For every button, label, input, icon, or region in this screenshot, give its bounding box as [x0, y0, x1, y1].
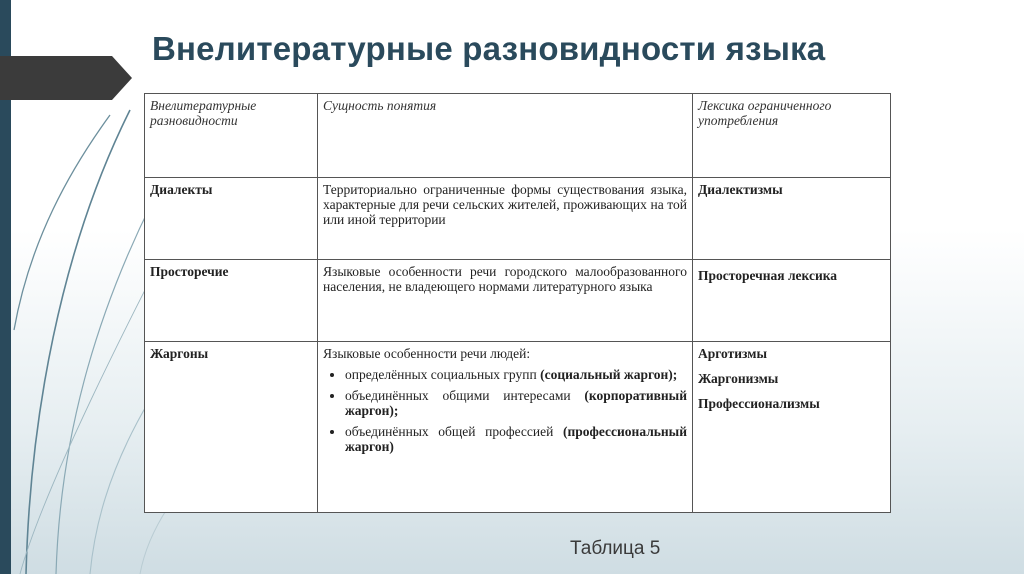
page-title: Внелитературные разновидности языка [152, 30, 826, 67]
list-item [345, 388, 687, 418]
bullet-term: (социальный жаргон); [540, 367, 678, 382]
jargon-list [323, 367, 687, 454]
header-lexicon: Лексика ограниченного употребления [693, 94, 891, 178]
lexicon-item: Жаргонизмы [698, 371, 779, 386]
table-row [145, 178, 891, 260]
row-lexicon [693, 178, 891, 260]
bullet-text: объединённых общими интересами [345, 388, 585, 403]
lexicon-item: Просторечная лексика [698, 268, 838, 283]
table-row [145, 342, 891, 513]
row-essence: Территориально ограниченные формы существования языка, характерные для речи сельских жителей, проживающих на той или иной территории [318, 178, 693, 260]
header-varieties: Внелитературные разновидности [145, 94, 318, 178]
row-essence: Языковые особенности речи городского малообразованного населения, не владеющего нормами литературного языка [318, 260, 693, 342]
row-variety: Диалекты [145, 178, 318, 260]
list-item [345, 367, 687, 382]
table-header-row [145, 94, 891, 178]
lexicon-item: Профессионализмы [698, 396, 820, 411]
bullet-term: (корпоративный жаргон); [345, 388, 687, 418]
bullet-text: объединённых общей профессией [345, 424, 563, 439]
bullet-text: определённых социальных групп [345, 367, 541, 382]
row-lexicon [693, 342, 891, 513]
row-variety: Просторечие [145, 260, 318, 342]
header-essence: Сущность понятия [318, 94, 693, 178]
essence-intro: Языковые особенности речи людей: [323, 346, 531, 361]
bullet-term: (профессиональный жаргон) [345, 424, 687, 454]
lexicon-item: Арготизмы [698, 346, 768, 361]
table-caption: Таблица 5 [570, 538, 661, 559]
row-essence [318, 342, 693, 513]
list-item [345, 424, 687, 454]
row-lexicon [693, 260, 891, 342]
lexicon-item: Диалектизмы [698, 182, 783, 197]
title-arrow-tab [0, 56, 132, 100]
table-row [145, 260, 891, 342]
varieties-table [144, 93, 891, 513]
row-variety: Жаргоны [145, 342, 318, 513]
